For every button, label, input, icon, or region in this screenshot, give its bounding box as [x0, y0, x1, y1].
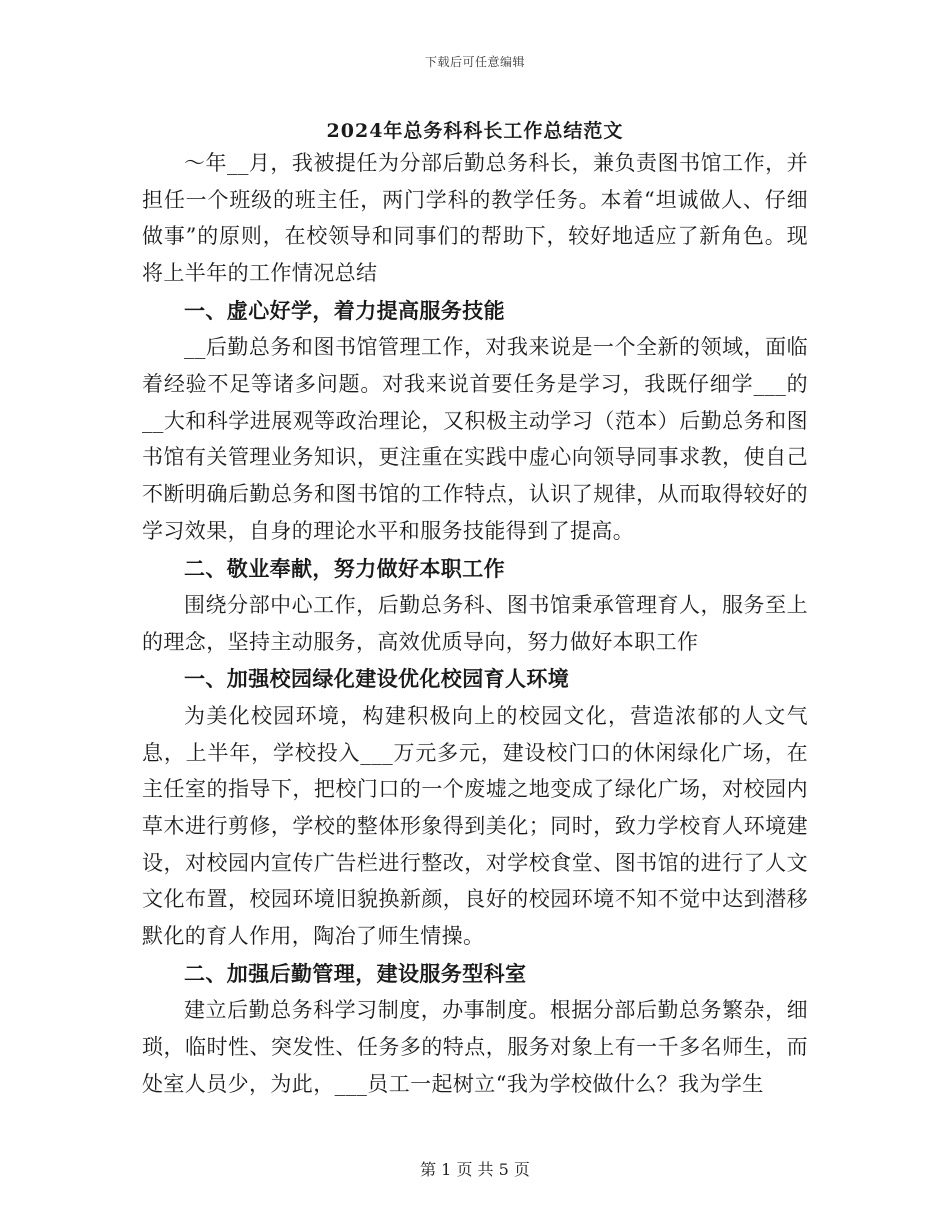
subsection-2-paragraph: 建立后勤总务科学习制度，办事制度。根据分部后勤总务繁杂，细琐，临时性、突发性、任务多的特点，服务对象上有一千多名师生，而处室人员少，为此，___员工一起树立“我为学校做什么？我为学生 — [142, 998, 808, 1096]
section-1-paragraph: __后勤总务和图书馆管理工作，对我来说是一个全新的领域，面临着经验不足等诸多问题。对我来说首要任务是学习，我既仔细学___的__大和科学进展观等政治理论，又积极主动学习（范本）后勤总务和图书馆有关管理业务知识，更注重在实践中虚心向领导同事求教，使自己不断明确后勤总务和图书馆的工作特点，认识了规律，从而取得较好的学习效果，自身的理论水平和服务技能得到了提高。 — [142, 335, 808, 543]
subsection-heading-2: 二、加强后勤管理，建设服务型科室 — [184, 960, 527, 986]
page-number: 第 1 页 共 5 页 — [420, 1160, 530, 1179]
section-2-paragraph: 围绕分部中心工作，后勤总务科、图书馆秉承管理育人，服务至上的理念，坚持主动服务，高效优质导向，努力做好本职工作 — [142, 593, 808, 654]
intro-paragraph: ～年__月，我被提任为分部后勤总务科长，兼负责图书馆工作，并担任一个班级的班主任，两门学科的教学任务。本着“坦诚做人、仔细做事”的原则，在校领导和同事们的帮助下，较好地适应了新角色。现将上半年的工作情况总结 — [142, 151, 808, 286]
section-heading-2: 二、敬业奉献，努力做好本职工作 — [184, 555, 505, 581]
document-body — [142, 145, 808, 1102]
subsection-heading-1: 一、加强校园绿化建设优化校园育人环境 — [184, 666, 570, 692]
section-heading-1: 一、虚心好学，着力提高服务技能 — [184, 297, 505, 323]
header-note: 下载后可任意编辑 — [424, 55, 525, 69]
subsection-1-paragraph: 为美化校园环境，构建积极向上的校园文化，营造浓郁的人文气息，上半年，学校投入___万元多元，建设校门口的休闲绿化广场，在主任室的指导下，把校门口的一个废墟之地变成了绿化广场，对校园内草木进行剪修，学校的整体形象得到美化；同时，致力学校育人环境建设，对校园内宣传广告栏进行整改，对学校食堂、图书馆的进行了人文文化布置，校园环境旧貌换新颜，良好的校园环境不知不觉中达到潜移默化的育人作用，陶冶了师生情操。 — [142, 703, 808, 949]
document-title: 2024年总务科科长工作总结范文 — [326, 120, 624, 142]
